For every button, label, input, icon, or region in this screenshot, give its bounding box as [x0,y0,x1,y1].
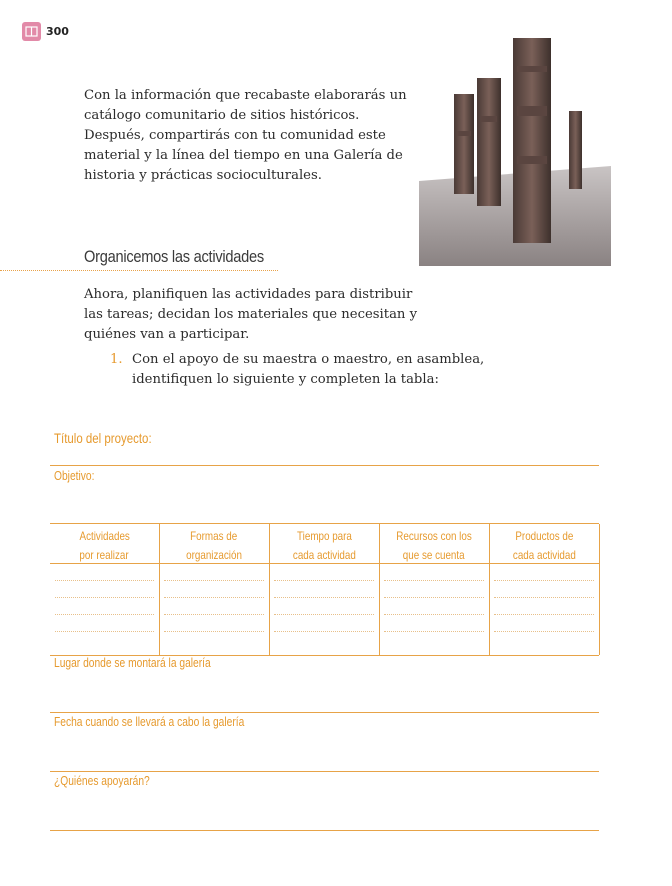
helpers-label: ¿Quiénes apoyarán? [54,774,150,788]
column-header: Recursos con los que se cuenta [396,529,472,562]
gallery-date-line[interactable] [50,771,599,772]
page-number: 300 [46,25,69,38]
intro-text: Con la información que recabaste elaborarás un catálogo comunitario de sitios históricos. Después, compartirás con tu comunidad este material y la línea del tiempo en una Galería de historia y prácticas socioculturales. [84,88,407,183]
objective-label: Objetivo: [54,469,95,483]
table-write-line[interactable] [494,631,594,632]
gallery-date-label: Fecha cuando se llevará a cabo la galería [54,715,245,729]
table-write-line[interactable] [274,631,374,632]
atlantes-photo [419,36,611,266]
step-item [110,350,510,390]
column-resources [379,524,490,655]
table-write-line[interactable] [164,614,264,615]
table-write-line[interactable] [164,597,264,598]
table-write-line[interactable] [494,580,594,581]
table-write-line[interactable] [55,614,154,615]
page-header [22,22,69,41]
column-header: Formas de organización [186,529,242,562]
column-header: Tiempo para cada actividad [292,529,356,562]
table-write-line[interactable] [384,631,484,632]
helpers-line[interactable] [50,830,599,831]
table-write-line[interactable] [274,614,374,615]
table-write-line[interactable] [384,614,484,615]
table-write-line[interactable] [384,597,484,598]
column-products [489,524,600,655]
book-series-icon [22,22,41,41]
project-title-line[interactable] [50,465,599,466]
table-write-line[interactable] [274,597,374,598]
table-write-line[interactable] [494,597,594,598]
table-header-divider [50,563,599,564]
table-write-line[interactable] [164,631,264,632]
table-write-line[interactable] [164,580,264,581]
table-write-line[interactable] [55,631,154,632]
table-write-line[interactable] [55,597,154,598]
instructions-paragraph: Ahora, planifiquen las actividades para distribuir las tareas; decidan los materiales que necesitan y quiénes van a participar. [84,287,418,342]
column-header: Productos de cada actividad [512,529,576,562]
column-activities [50,524,160,655]
column-organization [159,524,270,655]
column-header: Actividades por realizar [79,529,130,562]
activities-table [50,523,599,656]
section-title: Organicemos las actividades [84,247,264,266]
step-text: Con el apoyo de su maestra o maestro, en asamblea, identifiquen lo siguiente y completen la tabla: [132,352,485,387]
table-write-line[interactable] [384,580,484,581]
table-write-line[interactable] [494,614,594,615]
table-write-line[interactable] [274,580,374,581]
step-number: 1. [110,352,123,367]
gallery-place-line[interactable] [50,712,599,713]
section-divider [0,270,278,271]
project-title-label: Título del proyecto: [54,430,152,446]
column-time [269,524,380,655]
gallery-place-label: Lugar donde se montará la galería [54,656,211,670]
table-write-line[interactable] [55,580,154,581]
